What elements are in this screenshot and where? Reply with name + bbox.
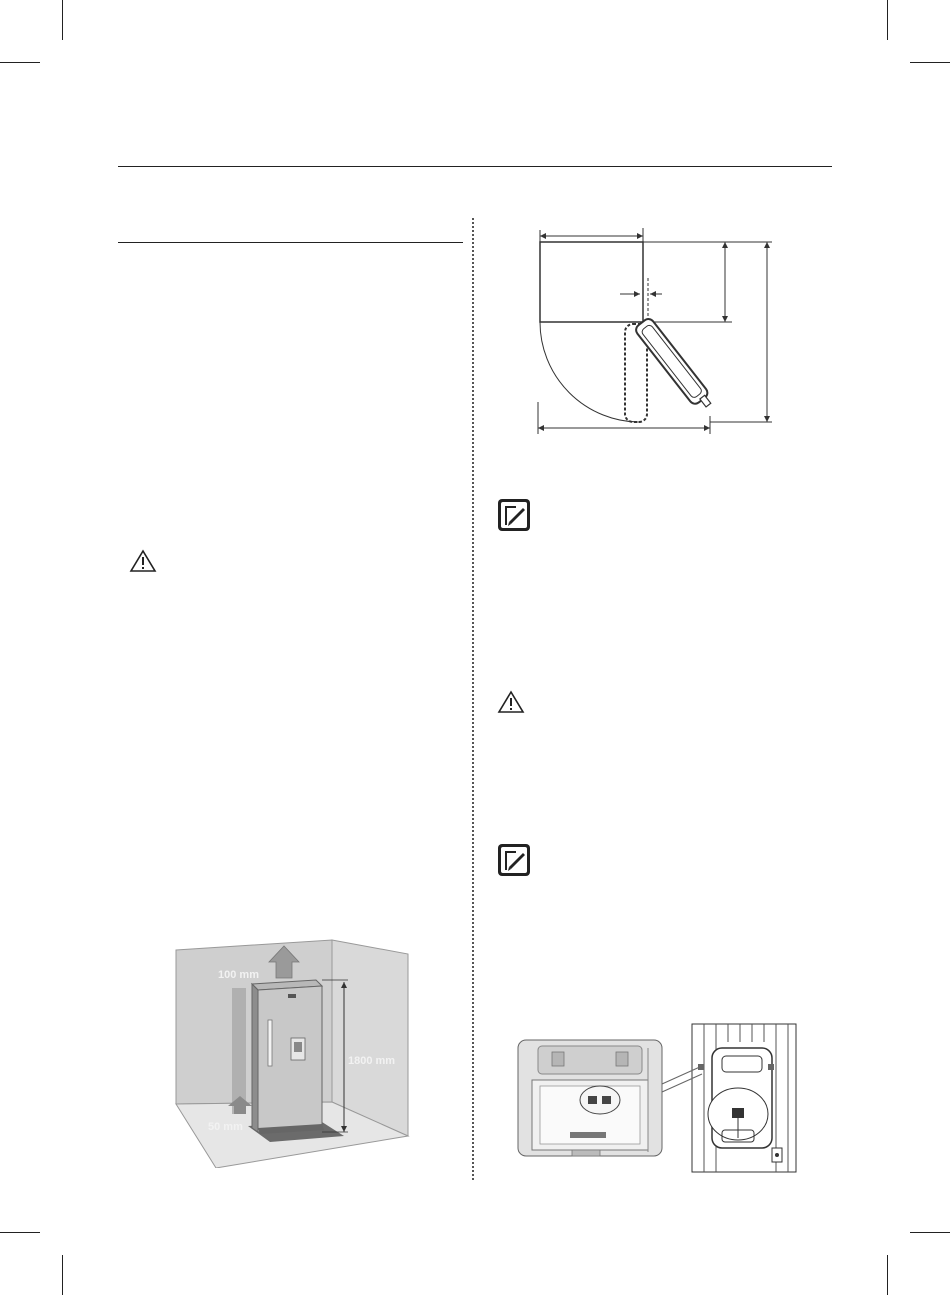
crop-mark-top-left [62,0,63,40]
header-rule [118,166,832,167]
crop-mark-bottom-left [62,1255,63,1295]
crop-mark-top-left-h [0,62,40,63]
note-icon [497,843,531,877]
crop-mark-bottom-left-h [0,1232,40,1233]
crop-mark-bottom-right [887,1255,888,1295]
back-clearance-label: 50 mm [208,1121,243,1133]
door-swing-diagram [520,220,790,440]
interior-detail-figure [516,1022,806,1174]
section-rule [118,242,463,243]
note-icon [497,498,531,532]
top-clearance-label: 100 mm [218,969,259,981]
room-clearance-figure [172,936,412,1168]
height-label: 1800 mm [348,1055,396,1067]
crop-mark-top-right-h [910,62,950,63]
column-divider [472,218,474,1180]
warning-triangle-icon [129,549,157,573]
crop-mark-top-right [887,0,888,40]
warning-triangle-icon [497,690,525,714]
crop-mark-bottom-right-h [910,1232,950,1233]
